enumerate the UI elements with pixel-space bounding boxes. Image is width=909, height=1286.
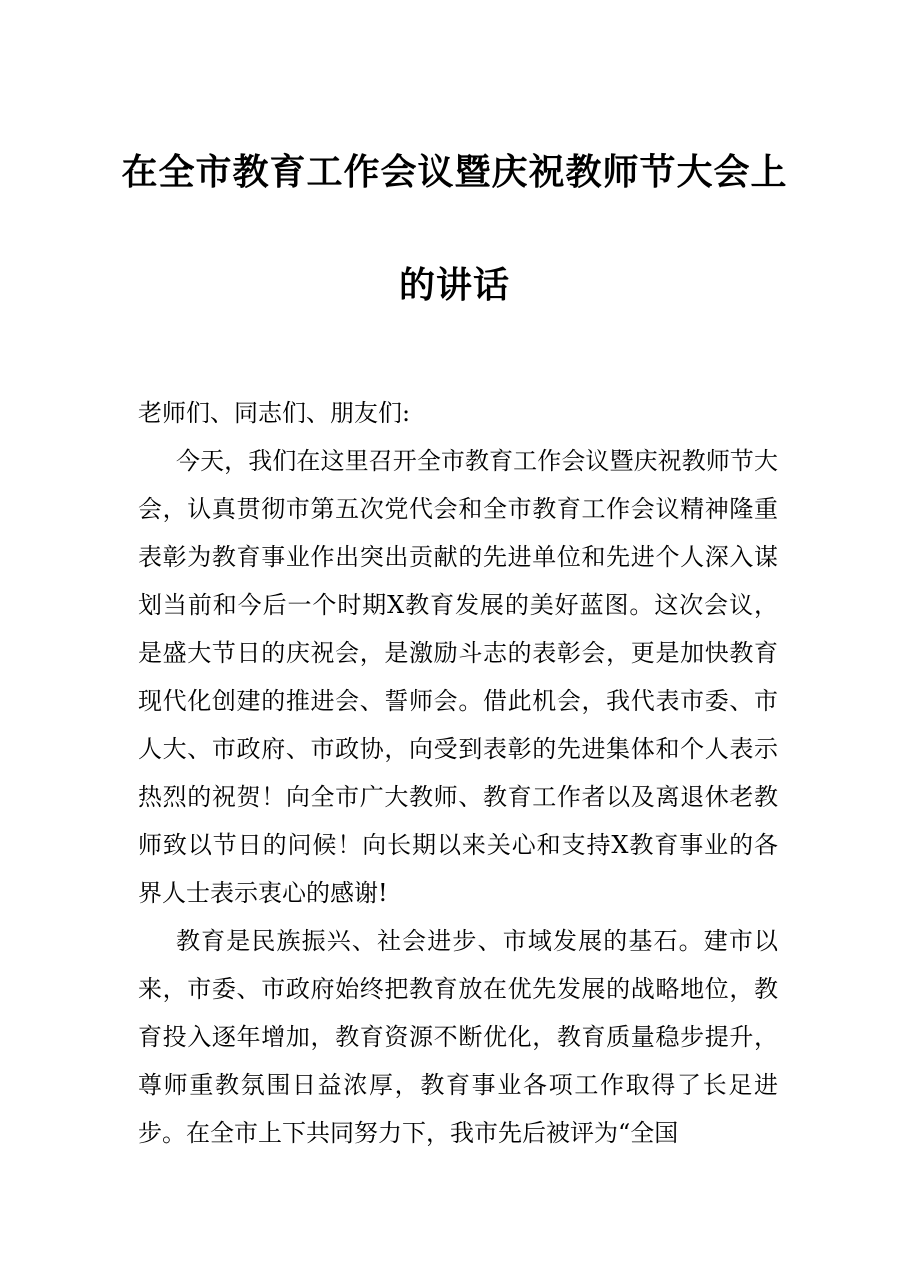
document-title-line-1: 在全市教育工作会议暨庆祝教师节大会上 [121, 151, 788, 193]
paragraph-2: 教育是民族振兴、社会进步、市域发展的基石。建市以来，市委、市政府始终把教育放在优先发展的战略地位，教育投入逐年增加，教育资源不断优化，教育质量稳步提升，尊师重教氛围日益浓厚，教育事业各项工作取得了长足进步。在全市上下共同努力下，我市先后被评为“全国 [138, 927, 778, 1147]
document-title-line-2: 的讲话 [398, 264, 510, 306]
paragraph-1: 今天，我们在这里召开全市教育工作会议暨庆祝教师节大会，认真贯彻市第五次党代会和全市教育工作会议精神隆重表彰为教育事业作出突出贡献的先进单位和先进个人深入谋划当前和今后一个时期X教育发展的美好蓝图。这次会议，是盛大节日的庆祝会，是激励斗志的表彰会，更是加快教育现代化创建的推进会、誓师会。借此机会，我代表市委、市人大、市政府、市政协，向受到表彰的先进集体和个人表示热烈的祝贺！向全市广大教师、教育工作者以及离退休老教师致以节日的问候！向长期以来关心和支持X教育事业的各界人士表示衷心的感谢! [138, 447, 778, 907]
greeting: 老师们、同志们、朋友们: [138, 399, 411, 427]
